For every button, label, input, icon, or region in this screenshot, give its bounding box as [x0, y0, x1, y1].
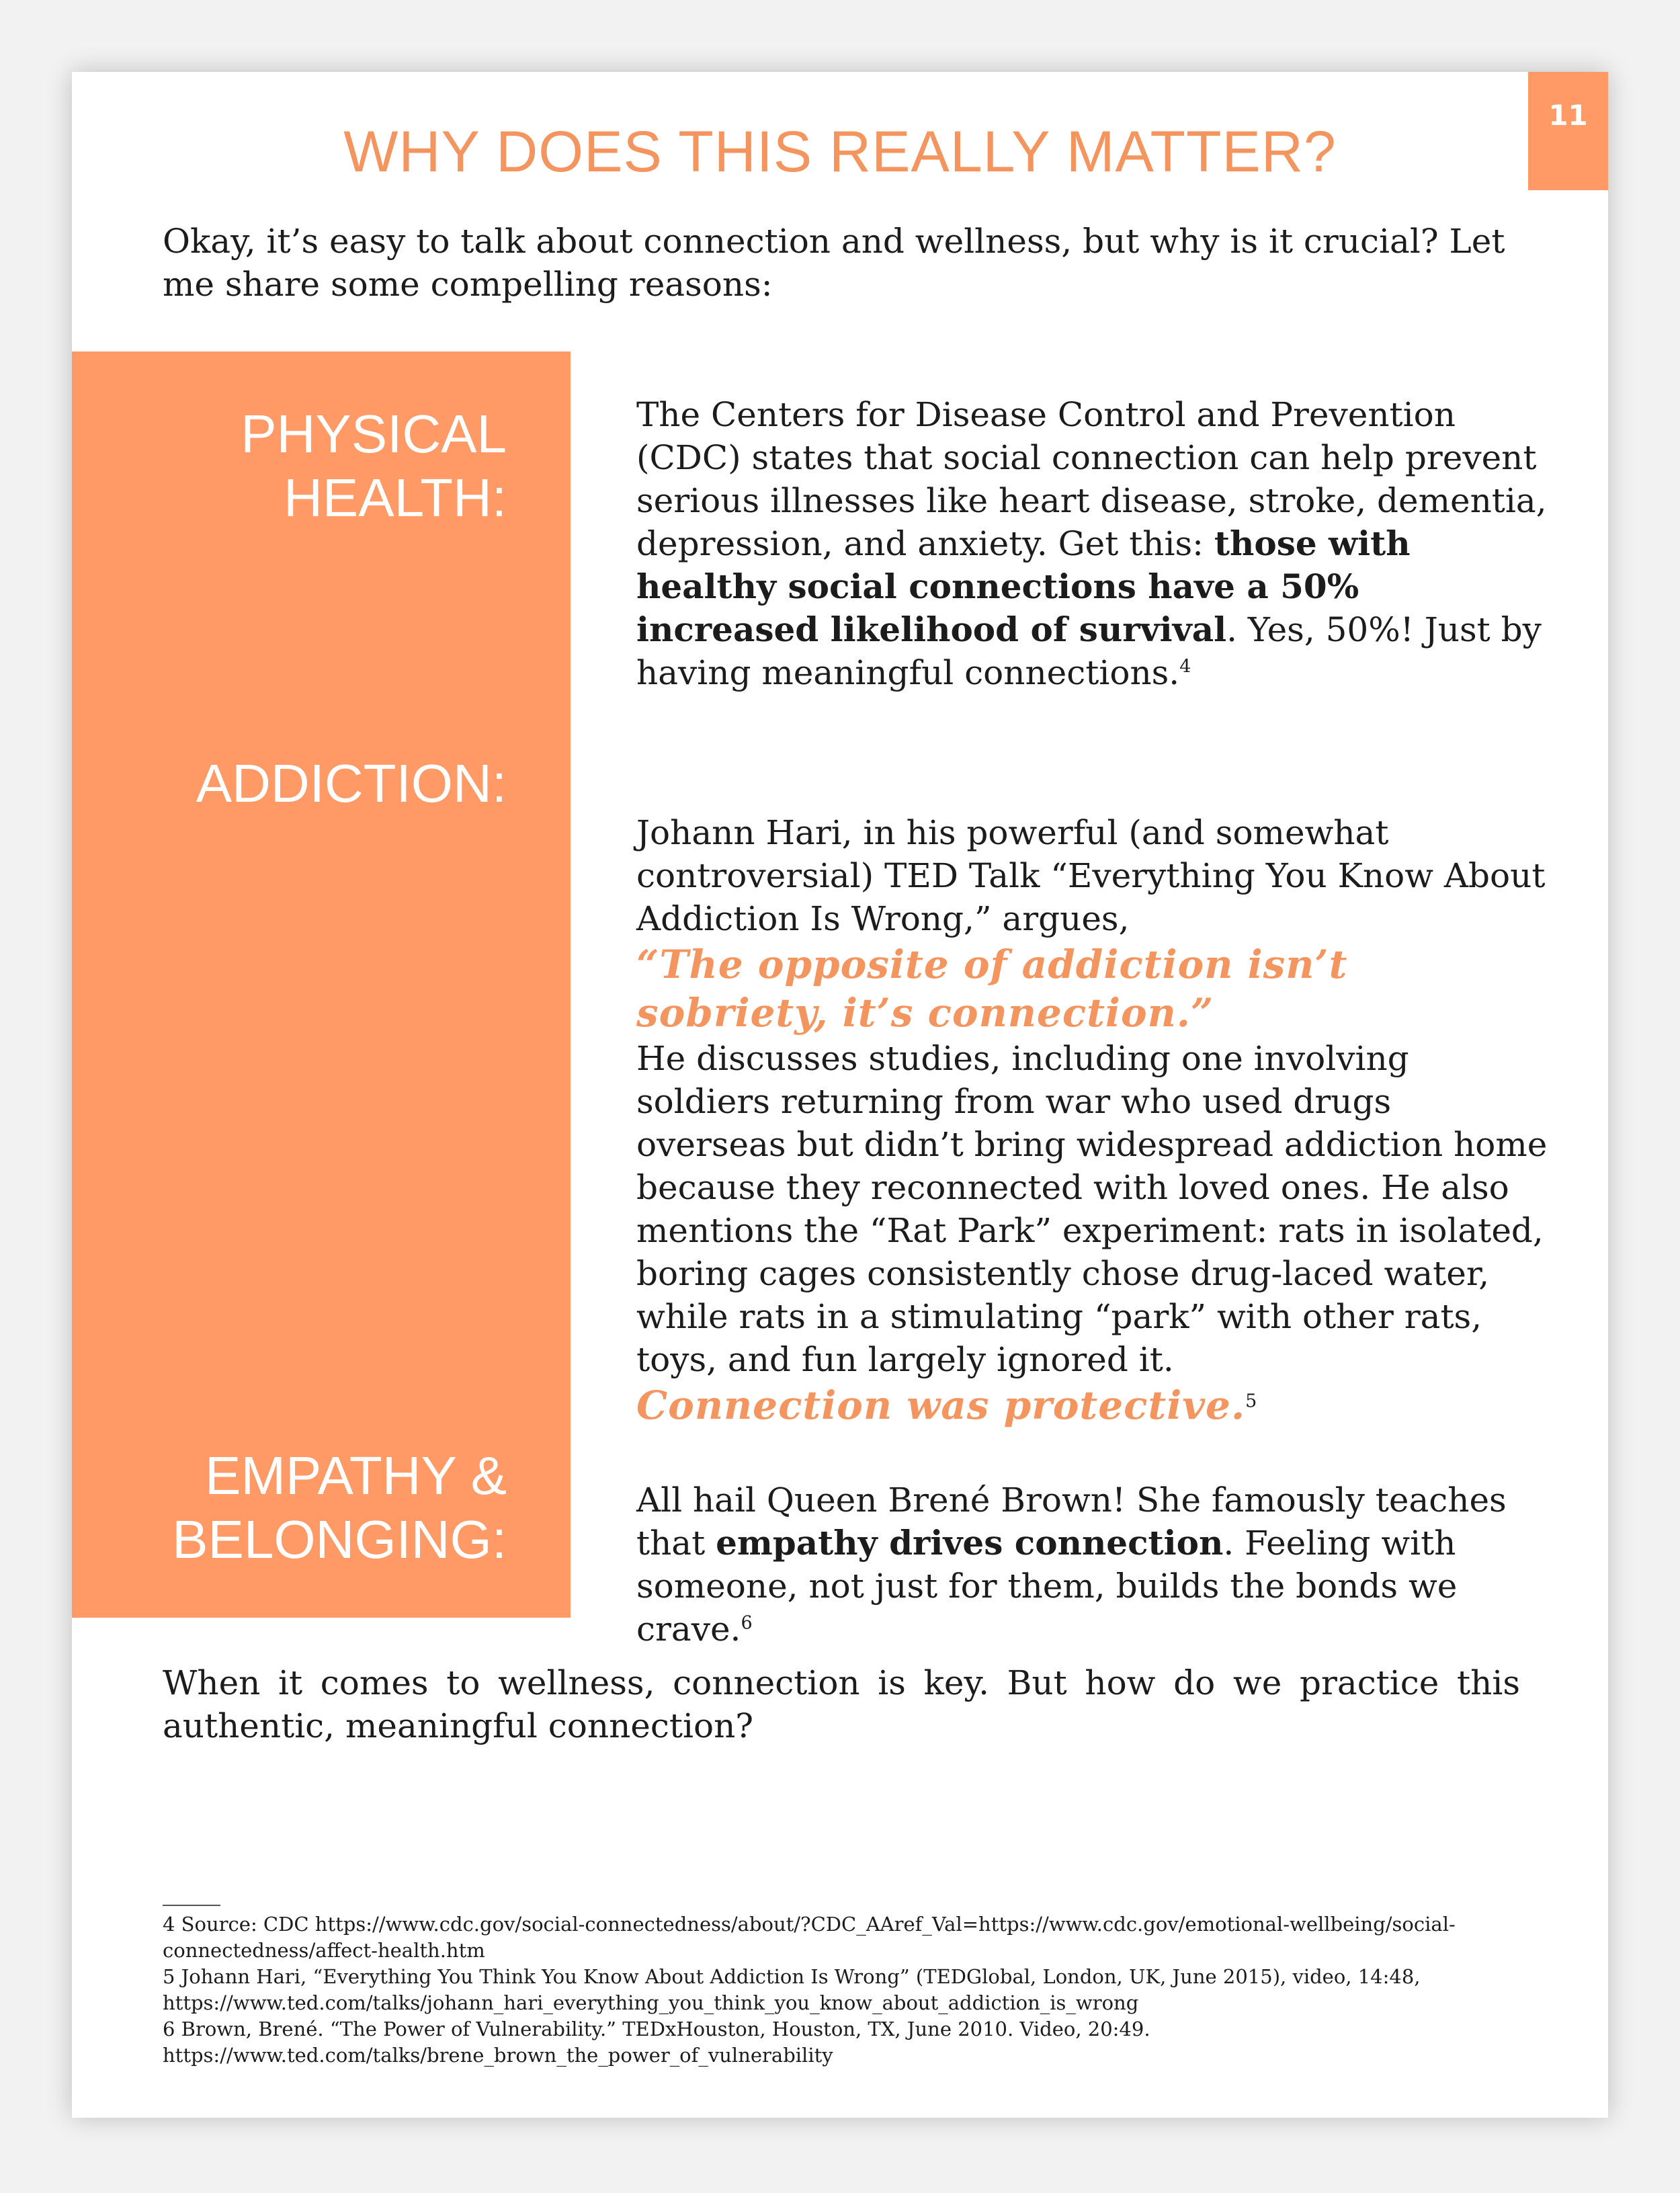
- empathy-text: . Feeling with someone, not just for them, builds the bonds we crave.: [636, 1524, 1458, 1649]
- empathy-paragraph: [636, 1479, 1550, 1651]
- intro-paragraph: Okay, it’s easy to talk about connection and wellness, but why is it crucial? Let me share some compelling reasons:: [163, 222, 1505, 304]
- section-empathy-belonging: [636, 1479, 1550, 1651]
- footnote-ref: 6: [741, 1612, 753, 1634]
- label-line: BELONGING:: [172, 1509, 507, 1569]
- page: [72, 72, 1608, 2118]
- footnote-6: 6 Brown, Brené. “The Power of Vulnerability.” TEDxHouston, Houston, TX, June 2010. Video, 20:49. https://www.ted.com/talks/brene_brown_the_power_of_vulnerability: [163, 2018, 1150, 2067]
- section-label-panel: [72, 351, 571, 1618]
- section-addiction: [636, 811, 1550, 1430]
- addiction-highlight: Connection was protective.: [636, 1382, 1246, 1428]
- footnote-ref: 5: [1245, 1391, 1257, 1412]
- physical-health-paragraph: [636, 393, 1550, 694]
- empathy-bold-text: empathy drives connection: [716, 1523, 1224, 1563]
- outro-paragraph: When it comes to wellness, connection is key. But how do we practice this authentic, meaningful connection?: [163, 1663, 1520, 1745]
- footnote-5: 5 Johann Hari, “Everything You Think You Know About Addiction Is Wrong” (TEDGlobal, London, UK, June 2015), video, 14:48, https://www.ted.com/talks/johann_hari_everything_you_think_you_know_about_addiction_is_wrong: [163, 1965, 1421, 2014]
- footnotes: [163, 1911, 1520, 2069]
- footnote-ref: 4: [1179, 656, 1191, 677]
- label-physical-health: [72, 402, 507, 530]
- footnote-divider: [163, 1905, 220, 1906]
- addiction-conclusion: [636, 1381, 1550, 1430]
- empathy-text: All hail Queen Brené Brown! She famously teaches that: [636, 1481, 1507, 1563]
- label-line: ADDICTION:: [196, 753, 507, 813]
- physical-text: The Centers for Disease Control and Prevention (CDC) states that social connection can help prevent serious illnesses like heart disease, stroke, dementia, depression, and anxiety. Get this:: [636, 395, 1547, 563]
- section-physical-health: [636, 393, 1550, 694]
- label-empathy-belonging: [72, 1444, 507, 1571]
- label-addiction: [72, 751, 507, 815]
- footnote-4: 4 Source: CDC https://www.cdc.gov/social-connectedness/about/?CDC_AAref_Val=https://www.cdc.gov/emotional-wellbeing/social-connectedness/affect-health.htm: [163, 1913, 1456, 1962]
- page-number-tab: 11: [1528, 72, 1608, 190]
- label-line: EMPATHY &: [205, 1446, 507, 1505]
- addiction-quote: “The opposite of addiction isn’t sobriety, it’s connection.”: [636, 942, 1348, 1036]
- addiction-intro: Johann Hari, in his powerful (and somewhat controversial) TED Talk “Everything You Know About Addiction Is Wrong,” argues,: [636, 813, 1546, 938]
- physical-bold-text: those with healthy social connections have a 50% increased likelihood of survival: [636, 524, 1411, 649]
- physical-text: . Yes, 50%! Just by having meaningful connections.: [636, 610, 1542, 692]
- addiction-body: He discusses studies, including one involving soldiers returning from war who used drugs overseas but didn’t bring widespread addiction home because they reconnected with loved ones. He also mentions the “Rat Park” experiment: rats in isolated, boring cages consistently chose drug-laced water, while rats in a stimulating “park” with other rats, toys, and fun largely ignored it.: [636, 1039, 1548, 1379]
- label-line: PHYSICAL: [241, 404, 507, 464]
- page-title: WHY DOES THIS REALLY MATTER?: [343, 120, 1337, 184]
- label-line: HEALTH:: [284, 468, 507, 528]
